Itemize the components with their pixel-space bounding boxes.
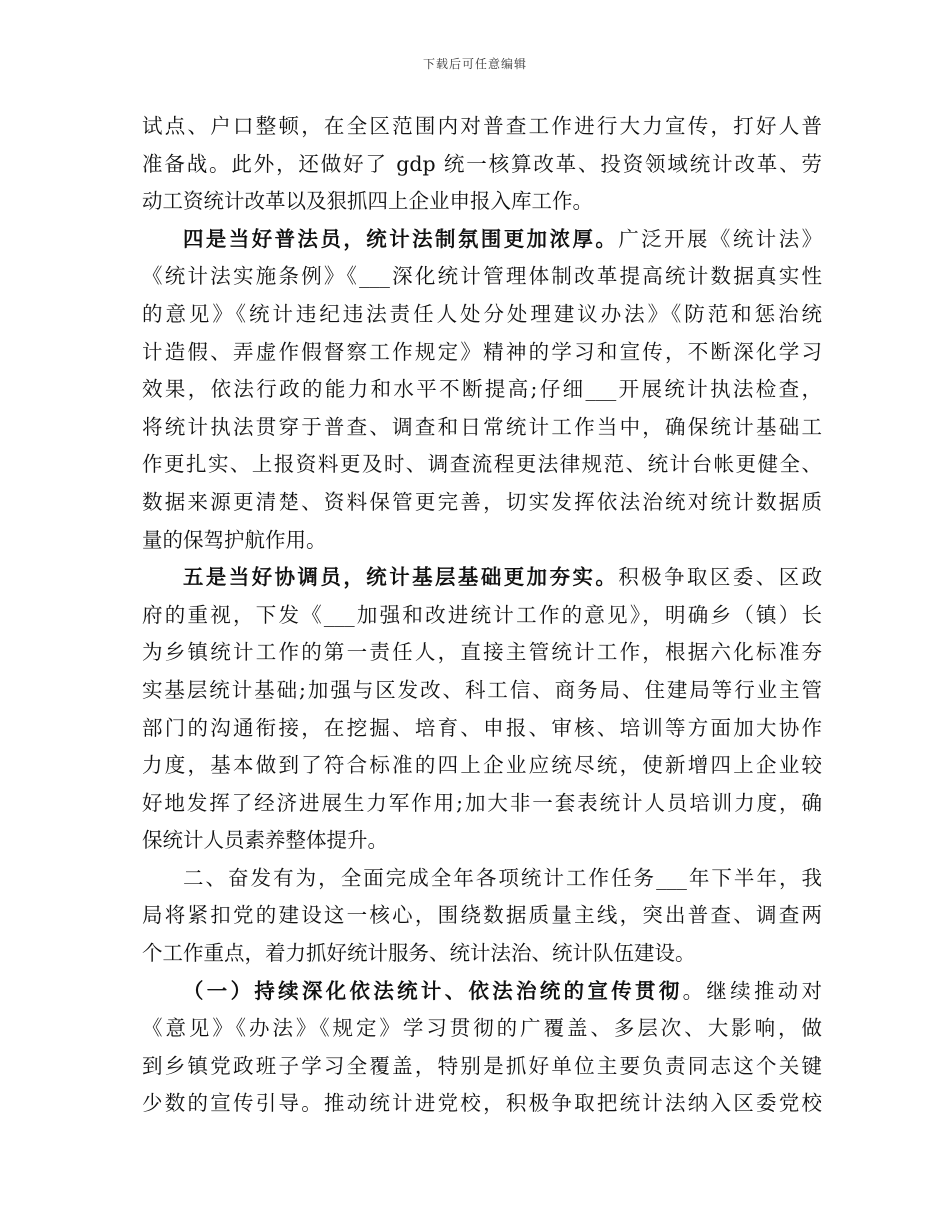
text-line: 部门的沟通衔接，在挖掘、培育、申报、审核、培训等方面加大协作 [142, 715, 822, 740]
text-line: 作更扎实、上报资料更及时、调查流程更法律规范、统计台帐更健全、 [142, 452, 822, 477]
text-line: 力度，基本做到了符合标准的四上企业应统尽统，使新增四上企业较 [142, 753, 822, 778]
subsection-heading-line: （一）持续深化依法统计、依法治统的宣传贯彻。继续推动对 [183, 978, 822, 1003]
text-line: 个工作重点，着力抓好统计服务、统计法治、统计队伍建设。 [142, 941, 696, 966]
text-line: 《统计法实施条例》《___深化统计管理体制改革提高统计数据真实性 [142, 264, 822, 289]
text-line: 少数的宣传引导。推动统计进党校，积极争取把统计法纳入区委党校 [142, 1091, 822, 1116]
text-line: 动工资统计改革以及狠抓四上企业申报入库工作。 [142, 189, 593, 214]
text-line: 的意见》《统计违纪违法责任人处分处理建议办法》《防范和惩治统 [142, 301, 822, 326]
text-line: 到乡镇党政班子学习全覆盖，特别是抓好单位主要负责同志这个关键 [142, 1053, 822, 1078]
text-line: 量的保驾护航作用。 [142, 527, 327, 552]
page-header-note: 下载后可任意编辑 [422, 57, 527, 71]
paragraph-heading-line: 五是当好协调员，统计基层基础更加夯实。积极争取区委、区政 [183, 565, 822, 590]
text-line: 好地发挥了经济进展生力军作用;加大非一套表统计人员培训力度，确 [142, 790, 822, 815]
bold-lead: （一）持续深化依法统计、依法治统的宣传贯彻 [183, 978, 683, 1003]
text-line: 保统计人员素养整体提升。 [142, 828, 388, 853]
document-body [142, 108, 822, 1123]
text-line: 为乡镇统计工作的第一责任人，直接主管统计工作，根据六化标准夯 [142, 640, 822, 665]
text-line: 准备战。此外，还做好了 gdp 统一核算改革、投资领域统计改革、劳 [142, 151, 822, 176]
text-line: 府的重视，下发《___加强和改进统计工作的意见》，明确乡（镇）长 [142, 602, 822, 627]
bold-lead: 四是当好普法员，统计法制氛围更加浓厚。 [183, 226, 619, 251]
text-line: 局将紧扣党的建设这一核心，围绕数据质量主线，突出普查、调查两 [142, 903, 822, 928]
text-line: 计造假、弄虚作假督察工作规定》精神的学习和宣传，不断深化学习 [142, 339, 822, 364]
text-line: 将统计执法贯穿于普查、调查和日常统计工作当中，确保统计基础工 [142, 414, 822, 439]
text-line: 效果，依法行政的能力和水平不断提高;仔细___开展统计执法检查， [142, 377, 822, 402]
text-line: 实基层统计基础;加强与区发改、科工信、商务局、住建局等行业主管 [142, 677, 822, 702]
text-line: 数据来源更清楚、资料保管更完善，切实发挥依法治统对统计数据质 [142, 489, 822, 514]
section-heading-line: 二、奋发有为，全面完成全年各项统计工作任务___年下半年，我 [183, 865, 822, 890]
text-line: 《意见》《办法》《规定》学习贯彻的广覆盖、多层次、大影响，做 [142, 1016, 822, 1041]
bold-lead: 五是当好协调员，统计基层基础更加夯实。 [183, 565, 619, 590]
paragraph-heading-line: 四是当好普法员，统计法制氛围更加浓厚。广泛开展《统计法》 [183, 226, 822, 251]
text-line: 试点、户口整顿，在全区范围内对普查工作进行大力宣传，打好人普 [142, 114, 822, 138]
